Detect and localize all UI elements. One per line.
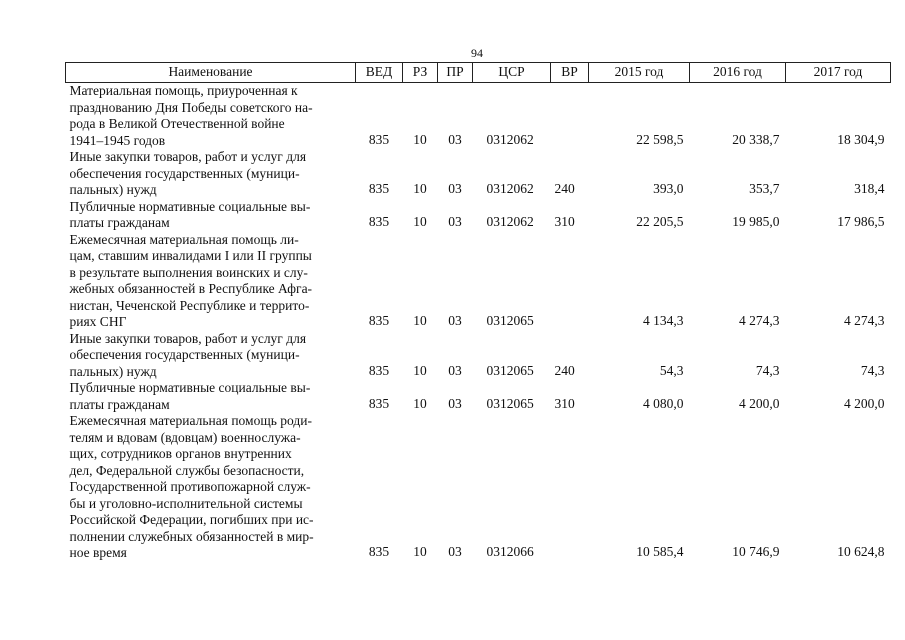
cell-name [66, 413, 356, 562]
table-header [66, 63, 891, 83]
cell-rz: 10 [413, 362, 427, 378]
header-2016: 2016 год [690, 63, 786, 83]
table-row [66, 149, 891, 199]
name-line: пальных) нужд [69, 363, 157, 379]
cell-csr: 0312065 [486, 395, 534, 411]
table-row [66, 232, 891, 331]
name-line: обеспечения государственных (муници- [69, 347, 300, 362]
table-row [66, 380, 891, 413]
cell-pr: 03 [448, 131, 462, 147]
name-line: риях СНГ [69, 314, 127, 329]
cell-ved: 835 [368, 395, 390, 411]
name-line: пальных) нужд [69, 182, 157, 197]
name-line: Материальная помощь, приуроченная к [69, 83, 298, 98]
name-line: дел, Федеральной службы безопасности, [69, 462, 305, 478]
cell-2016: 20 338,7 [732, 131, 780, 147]
cell-csr: 0312066 [486, 544, 534, 559]
cell-ved: 835 [368, 181, 390, 196]
table-row [66, 331, 891, 381]
cell-2015: 4 134,3 [643, 313, 684, 328]
cell-vr: 310 [554, 395, 575, 411]
cell-ved: 835 [368, 131, 390, 147]
name-line: жебных обязанностей в Республике Афга- [69, 281, 313, 296]
cell-2016: 19 985,0 [732, 214, 780, 229]
header-name: Наименование [66, 63, 356, 83]
cell-vr [551, 413, 589, 562]
cell-vr [551, 83, 589, 150]
cell-rz: 10 [413, 395, 427, 411]
cell-pr: 03 [448, 181, 462, 196]
name-line: в результате выполнения воинских и слу- [69, 264, 308, 280]
header-csr: ЦСР [473, 63, 551, 83]
name-line: Государственной противопожарной служ- [69, 479, 311, 494]
cell-rz: 10 [413, 181, 427, 196]
header-2015: 2015 год [589, 63, 690, 83]
cell-vr [551, 232, 589, 331]
cell-2016: 353,7 [749, 181, 780, 196]
cell-name [66, 331, 356, 381]
name-line: телям и вдовам (вдовцам) военнослужа- [69, 429, 301, 445]
name-line: Ежемесячная материальная помощь ли- [69, 231, 299, 247]
cell-2016: 4 274,3 [739, 313, 780, 328]
cell-rz: 10 [413, 544, 427, 559]
table-body [66, 83, 891, 562]
name-line: рода в Великой Отечественной войне [69, 116, 285, 131]
cell-ved: 835 [368, 313, 390, 328]
cell-name [66, 149, 356, 199]
header-2017: 2017 год [786, 63, 891, 83]
cell-2015: 4 080,0 [643, 395, 684, 411]
cell-name [66, 380, 356, 413]
cell-csr: 0312065 [486, 362, 534, 378]
name-line: полнении служебных обязанностей в мир- [69, 528, 314, 544]
cell-vr: 310 [554, 214, 575, 229]
cell-pr: 03 [448, 544, 462, 559]
cell-vr: 240 [554, 181, 575, 196]
cell-2016: 4 200,0 [739, 395, 780, 411]
name-line: цам, ставшим инвалидами I или II группы [69, 248, 312, 263]
cell-2015: 22 205,5 [636, 214, 684, 229]
cell-name [66, 232, 356, 331]
header-rz: РЗ [403, 63, 438, 83]
header-ved: ВЕД [356, 63, 403, 83]
cell-name [66, 199, 356, 232]
cell-csr: 0312065 [486, 313, 534, 328]
cell-pr: 03 [448, 214, 462, 229]
cell-csr: 0312062 [486, 214, 534, 229]
cell-2017: 10 624,8 [837, 544, 885, 559]
name-line: Публичные нормативные социальные вы- [69, 198, 311, 214]
cell-2017: 74,3 [860, 362, 885, 378]
cell-ved: 835 [368, 544, 390, 559]
cell-pr: 03 [448, 395, 462, 411]
name-line: платы гражданам [69, 215, 170, 230]
table-row [66, 83, 891, 150]
table-row [66, 199, 891, 232]
name-line: бы и уголовно-исполнительной системы [69, 495, 303, 511]
name-line: ное время [69, 545, 127, 560]
name-line: Публичные нормативные социальные вы- [69, 380, 311, 395]
cell-csr: 0312062 [486, 131, 534, 147]
header-vr: ВР [551, 63, 589, 83]
cell-pr: 03 [448, 313, 462, 328]
cell-2017: 4 274,3 [844, 313, 885, 328]
name-line: Ежемесячная материальная помощь роди- [69, 413, 312, 428]
budget-table [65, 62, 891, 562]
header-pr: ПР [438, 63, 473, 83]
cell-pr: 03 [448, 362, 462, 378]
cell-name [66, 83, 356, 150]
name-line: Российской Федерации, погибших при ис- [69, 512, 314, 527]
name-line: празднованию Дня Победы советского на- [69, 99, 313, 115]
cell-rz: 10 [413, 131, 427, 147]
cell-rz: 10 [413, 313, 427, 328]
cell-2015: 10 585,4 [636, 544, 684, 559]
cell-2015: 54,3 [659, 362, 684, 378]
cell-2015: 22 598,5 [636, 131, 684, 147]
cell-2017: 4 200,0 [844, 395, 885, 411]
name-line: нистан, Чеченской Республике и террито- [69, 297, 310, 313]
name-line: щих, сотрудников органов внутренних [69, 446, 292, 461]
name-line: Иные закупки товаров, работ и услуг для [69, 330, 307, 346]
cell-rz: 10 [413, 214, 427, 229]
cell-ved: 835 [368, 362, 390, 378]
name-line: платы гражданам [69, 396, 170, 412]
cell-2016: 10 746,9 [732, 544, 780, 559]
cell-2016: 74,3 [755, 362, 780, 378]
cell-2017: 17 986,5 [837, 214, 885, 229]
cell-ved: 835 [368, 214, 390, 229]
name-line: Иные закупки товаров, работ и услуг для [69, 149, 307, 164]
cell-2017: 18 304,9 [837, 131, 885, 147]
table-row [66, 413, 891, 562]
cell-vr: 240 [554, 362, 575, 378]
name-line: 1941–1945 годов [69, 132, 166, 148]
cell-2017: 318,4 [854, 181, 885, 196]
cell-2015: 393,0 [653, 181, 684, 196]
cell-csr: 0312062 [486, 181, 534, 196]
page-number: 94 [471, 46, 483, 60]
name-line: обеспечения государственных (муници- [69, 165, 300, 181]
